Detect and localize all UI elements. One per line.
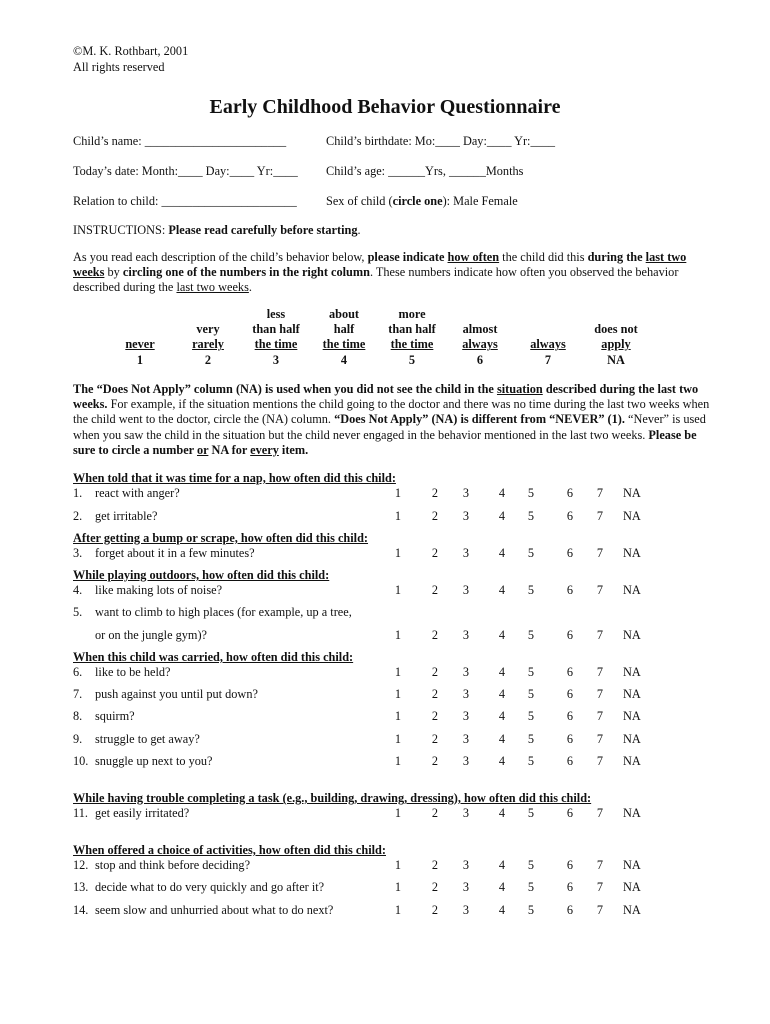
question-number: 13. — [73, 880, 89, 894]
rating-option-6[interactable]: 6 — [566, 546, 574, 560]
rating-option-4[interactable]: 4 — [498, 806, 506, 820]
section-heading-nap: When told that it was time for a nap, how often did this child: — [73, 471, 396, 485]
copyright: ©M. K. Rothbart, 2001 — [73, 44, 189, 58]
rating-option-na[interactable]: NA — [623, 806, 641, 820]
question-text: or on the jungle gym)? — [95, 628, 208, 642]
rating-option-1[interactable]: 1 — [394, 687, 402, 701]
rating-option-2[interactable]: 2 — [431, 687, 439, 701]
p1-b: please indicate — [367, 250, 448, 264]
na-f: “Never” is used when you saw the child in the situation but the child never engaged in the behavior mentioned in the last two weeks. — [73, 412, 706, 442]
question-text: get irritable? — [95, 509, 158, 523]
question-row — [73, 509, 673, 525]
question-row — [73, 583, 673, 599]
question-row — [73, 858, 673, 874]
question-row — [73, 486, 673, 502]
question-text: like to be held? — [95, 665, 171, 679]
p1-a: As you read each description of the child’s behavior below, — [73, 250, 368, 264]
rating-option-7[interactable]: 7 — [596, 806, 604, 820]
page-title: Early Childhood Behavior Questionnaire — [209, 96, 561, 118]
rating-option-1[interactable]: 1 — [394, 858, 402, 872]
rating-option-1[interactable]: 1 — [394, 903, 402, 917]
rating-option-na[interactable]: NA — [623, 687, 641, 701]
rating-option-1[interactable]: 1 — [394, 732, 402, 746]
rating-option-4[interactable]: 4 — [498, 665, 506, 679]
section-heading-bump: After getting a bump or scrape, how often did this child: — [73, 531, 369, 545]
rating-option-7[interactable]: 7 — [596, 628, 604, 642]
scale-about-half: about half the time 4 — [322, 307, 366, 367]
rating-option-3[interactable]: 3 — [462, 486, 470, 500]
question-text: seem slow and unhurried about what to do next? — [95, 903, 334, 917]
rating-option-2[interactable]: 2 — [431, 754, 439, 768]
rating-option-6[interactable]: 6 — [566, 880, 574, 894]
rating-option-2[interactable]: 2 — [431, 486, 439, 500]
na-note-paragraph — [73, 382, 713, 458]
rating-option-6[interactable]: 6 — [566, 732, 574, 746]
na-d: For example, if the situation mentions the child going to the doctor and there was no time during the last two weeks when the child went to the doctor, circle the (NA) column. — [73, 397, 710, 427]
rating-option-7[interactable]: 7 — [596, 665, 604, 679]
rating-option-5[interactable]: 5 — [527, 687, 535, 701]
rating-option-4[interactable]: 4 — [498, 709, 506, 723]
rating-option-na[interactable]: NA — [623, 880, 641, 894]
rating-option-na[interactable]: NA — [623, 732, 641, 746]
rating-option-1[interactable]: 1 — [394, 486, 402, 500]
rating-option-4[interactable]: 4 — [498, 546, 506, 560]
rating-option-2[interactable]: 2 — [431, 509, 439, 523]
rating-option-4[interactable]: 4 — [498, 687, 506, 701]
rating-option-5[interactable]: 5 — [527, 628, 535, 642]
rating-option-na[interactable]: NA — [623, 754, 641, 768]
scale-almost-always: almost always 6 — [462, 322, 498, 367]
question-text: react with anger? — [95, 486, 180, 500]
sex-field[interactable] — [326, 194, 518, 209]
na-g: Please be sure to circle a number — [73, 427, 697, 457]
rating-option-4[interactable]: 4 — [498, 903, 506, 917]
question-number: 4. — [73, 583, 83, 597]
question-row — [73, 903, 673, 919]
rating-option-5[interactable]: 5 — [527, 806, 535, 820]
p1-i: . These numbers indicate how often you observed the behavior described during the — [73, 265, 679, 295]
rating-option-3[interactable]: 3 — [462, 687, 470, 701]
rating-option-7[interactable]: 7 — [596, 709, 604, 723]
rating-option-3[interactable]: 3 — [462, 665, 470, 679]
rating-option-2[interactable]: 2 — [431, 583, 439, 597]
question-number: 6. — [73, 665, 83, 679]
p1-g: by — [104, 265, 123, 280]
rating-option-5[interactable]: 5 — [527, 903, 535, 917]
question-row — [73, 709, 673, 725]
rating-option-4[interactable]: 4 — [498, 880, 506, 894]
rating-option-4[interactable]: 4 — [498, 732, 506, 746]
rating-option-6[interactable]: 6 — [566, 709, 574, 723]
rating-option-1[interactable]: 1 — [394, 806, 402, 820]
rating-option-6[interactable]: 6 — [566, 628, 574, 642]
rating-option-7[interactable]: 7 — [596, 583, 604, 597]
rating-option-7[interactable]: 7 — [596, 509, 604, 523]
rating-option-4[interactable]: 4 — [498, 486, 506, 500]
rating-option-7[interactable]: 7 — [596, 880, 604, 894]
rating-option-4[interactable]: 4 — [498, 509, 506, 523]
rating-option-6[interactable]: 6 — [566, 687, 574, 701]
rating-option-7[interactable]: 7 — [596, 486, 604, 500]
rating-option-6[interactable]: 6 — [566, 583, 574, 597]
rating-option-na[interactable]: NA — [623, 665, 641, 679]
rating-option-7[interactable]: 7 — [596, 903, 604, 917]
question-number: 12. — [73, 858, 89, 872]
question-text: stop and think before deciding? — [95, 858, 251, 872]
rating-option-4[interactable]: 4 — [498, 628, 506, 642]
question-row — [73, 665, 673, 681]
rating-option-2[interactable]: 2 — [431, 665, 439, 679]
rating-option-7[interactable]: 7 — [596, 754, 604, 768]
sex-circle-one: circle one — [392, 194, 443, 208]
rating-option-5[interactable]: 5 — [527, 583, 535, 597]
na-k: item. — [278, 442, 309, 457]
rating-option-3[interactable]: 3 — [462, 709, 470, 723]
section-heading-outdoors: While playing outdoors, how often did this child: — [73, 568, 330, 582]
scale-very-rarely: very rarely 2 — [192, 322, 224, 367]
rating-option-4[interactable]: 4 — [498, 583, 506, 597]
p1-c: how often — [447, 250, 500, 264]
question-text: squirm? — [95, 709, 135, 723]
rating-option-1[interactable]: 1 — [394, 880, 402, 894]
na-i: NA for — [208, 442, 251, 457]
relation-field[interactable]: Relation to child: ______________________ — [73, 194, 297, 208]
rating-option-5[interactable]: 5 — [527, 665, 535, 679]
rating-option-3[interactable]: 3 — [462, 903, 470, 917]
question-number: 11. — [73, 806, 88, 820]
na-a: The “Does Not Apply” column (NA) is used when you did not see the child in the — [73, 382, 497, 396]
rating-option-1[interactable]: 1 — [394, 665, 402, 679]
rating-option-5[interactable]: 5 — [527, 546, 535, 560]
p1-k: . — [248, 280, 252, 295]
sex-prefix: Sex of child ( — [326, 194, 393, 208]
rating-option-6[interactable]: 6 — [566, 486, 574, 500]
child-age-field[interactable]: Child’s age: ______Yrs, ______Months — [326, 164, 524, 178]
question-row — [73, 687, 673, 703]
na-e: “Does Not Apply” (NA) is different from “NEVER” (1). — [334, 412, 625, 427]
rating-option-5[interactable]: 5 — [527, 509, 535, 523]
p1-h: circling one of the numbers in the right column — [122, 265, 370, 280]
scale-never: never 1 — [125, 337, 155, 367]
p1-f: last two weeks — [73, 250, 687, 280]
question-row — [73, 628, 673, 644]
rating-option-7[interactable]: 7 — [596, 858, 604, 872]
rights-reserved: All rights reserved — [73, 60, 165, 74]
question-text: get easily irritated? — [95, 806, 190, 820]
rating-option-na[interactable]: NA — [623, 709, 641, 723]
rating-option-1[interactable]: 1 — [394, 628, 402, 642]
rating-option-3[interactable]: 3 — [462, 754, 470, 768]
section-heading-carried: When this child was carried, how often did this child: — [73, 650, 354, 664]
question-number: 14. — [73, 903, 89, 917]
rating-option-na[interactable]: NA — [623, 903, 641, 917]
rating-option-3[interactable]: 3 — [462, 546, 470, 560]
question-number: 3. — [73, 546, 83, 560]
question-text: push against you until put down? — [95, 687, 258, 701]
rating-option-6[interactable]: 6 — [566, 509, 574, 523]
instructions-label: INSTRUCTIONS: — [73, 223, 169, 237]
p1-d: the child did this — [499, 250, 588, 264]
rating-option-2[interactable]: 2 — [431, 858, 439, 872]
question-row — [73, 806, 673, 822]
rating-option-4[interactable]: 4 — [498, 754, 506, 768]
rating-option-7[interactable]: 7 — [596, 732, 604, 746]
question-row — [73, 754, 673, 770]
rating-option-na[interactable]: NA — [623, 628, 641, 642]
question-row — [73, 732, 673, 748]
p1-e: during the — [587, 250, 646, 264]
rating-option-1[interactable]: 1 — [394, 509, 402, 523]
rating-option-3[interactable]: 3 — [462, 806, 470, 820]
rating-option-2[interactable]: 2 — [431, 628, 439, 642]
question-number: 5. — [73, 605, 83, 619]
scale-does-not-apply: does not apply NA — [594, 322, 638, 367]
rating-option-2[interactable]: 2 — [431, 806, 439, 820]
section-heading-choice: When offered a choice of activities, how often did this child: — [73, 843, 386, 857]
rating-option-na[interactable]: NA — [623, 858, 641, 872]
question-number: 10. — [73, 754, 89, 768]
rating-option-na[interactable]: NA — [623, 583, 641, 597]
rating-option-3[interactable]: 3 — [462, 509, 470, 523]
rating-option-4[interactable]: 4 — [498, 858, 506, 872]
rating-option-2[interactable]: 2 — [431, 732, 439, 746]
rating-option-3[interactable]: 3 — [462, 628, 470, 642]
scale-more-than-half: more than half the time 5 — [388, 307, 436, 367]
rating-option-1[interactable]: 1 — [394, 709, 402, 723]
instructions-line — [73, 223, 361, 238]
rating-option-1[interactable]: 1 — [394, 546, 402, 560]
question-number: 2. — [73, 509, 83, 523]
question-row — [73, 605, 673, 621]
question-row — [73, 546, 673, 562]
instructions-paragraph — [73, 250, 713, 296]
question-text: want to climb to high places (for example, up a tree, — [95, 605, 352, 619]
child-name-field[interactable]: Child’s name: _______________________ — [73, 134, 287, 148]
rating-option-3[interactable]: 3 — [462, 880, 470, 894]
na-c: described during the last two weeks. — [73, 382, 699, 412]
question-number: 8. — [73, 709, 83, 723]
scale-always: always 7 — [530, 337, 566, 367]
question-text: like making lots of noise? — [95, 583, 223, 597]
rating-option-na[interactable]: NA — [623, 509, 641, 523]
question-text: snuggle up next to you? — [95, 754, 213, 768]
sex-options: ): Male Female — [442, 194, 518, 208]
rating-option-6[interactable]: 6 — [566, 806, 574, 820]
rating-option-2[interactable]: 2 — [431, 880, 439, 894]
rating-option-5[interactable]: 5 — [527, 754, 535, 768]
question-text: forget about it in a few minutes? — [95, 546, 255, 560]
question-row — [73, 880, 673, 896]
rating-option-6[interactable]: 6 — [566, 754, 574, 768]
rating-option-3[interactable]: 3 — [462, 732, 470, 746]
todays-date-field[interactable]: Today’s date: Month:____ Day:____ Yr:____ — [73, 164, 298, 178]
rating-option-6[interactable]: 6 — [566, 903, 574, 917]
rating-option-2[interactable]: 2 — [431, 903, 439, 917]
birthdate-field[interactable]: Child’s birthdate: Mo:____ Day:____ Yr:____ — [326, 134, 556, 148]
rating-option-5[interactable]: 5 — [527, 732, 535, 746]
rating-option-na[interactable]: NA — [623, 546, 641, 560]
na-j: every — [250, 442, 279, 457]
rating-option-2[interactable]: 2 — [431, 546, 439, 560]
rating-option-7[interactable]: 7 — [596, 546, 604, 560]
rating-option-3[interactable]: 3 — [462, 583, 470, 597]
rating-option-6[interactable]: 6 — [566, 858, 574, 872]
rating-option-na[interactable]: NA — [623, 486, 641, 500]
rating-option-1[interactable]: 1 — [394, 583, 402, 597]
scale-less-than-half: less than half the time 3 — [252, 307, 300, 367]
instructions-bold: Please read carefully before starting — [168, 223, 358, 237]
rating-option-5[interactable]: 5 — [527, 709, 535, 723]
rating-option-1[interactable]: 1 — [394, 754, 402, 768]
rating-option-2[interactable]: 2 — [431, 709, 439, 723]
rating-option-3[interactable]: 3 — [462, 858, 470, 872]
na-b: situation — [496, 382, 543, 396]
instructions-end: . — [357, 223, 361, 237]
rating-option-5[interactable]: 5 — [527, 858, 535, 872]
na-h: or — [196, 442, 209, 457]
p1-j: last two weeks — [176, 280, 249, 295]
question-text: decide what to do very quickly and go after it? — [95, 880, 325, 894]
question-number: 7. — [73, 687, 83, 701]
rating-option-5[interactable]: 5 — [527, 486, 535, 500]
question-text: struggle to get away? — [95, 732, 200, 746]
rating-option-6[interactable]: 6 — [566, 665, 574, 679]
question-number: 9. — [73, 732, 83, 746]
rating-option-5[interactable]: 5 — [527, 880, 535, 894]
section-heading-task: While having trouble completing a task (e.g., building, drawing, dressing), how often did this child: — [73, 791, 592, 805]
question-number: 1. — [73, 486, 83, 500]
rating-option-7[interactable]: 7 — [596, 687, 604, 701]
